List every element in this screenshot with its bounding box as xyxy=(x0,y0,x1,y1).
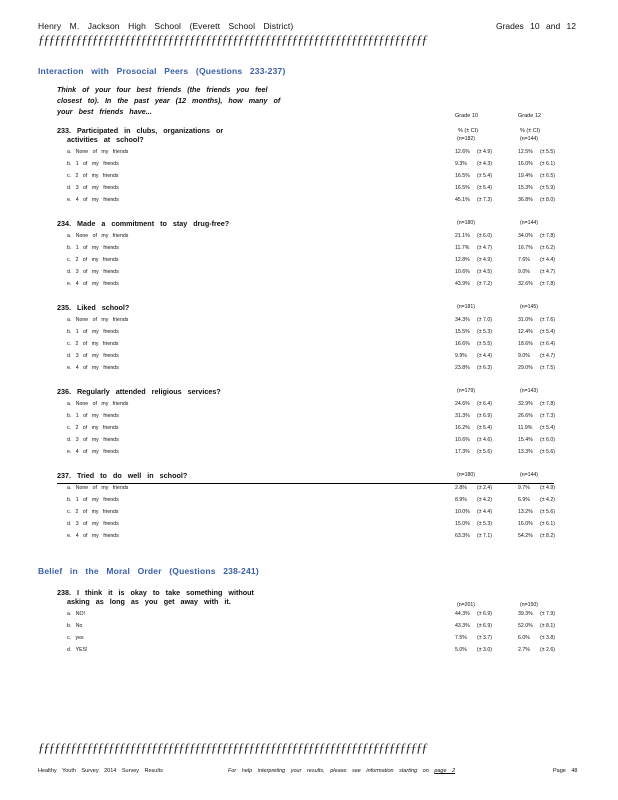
pct-grade10: 31.3% xyxy=(455,413,470,419)
ci-grade12: (± 7.5) xyxy=(540,365,555,371)
ci-grade12: (± 7.8) xyxy=(540,401,555,407)
grades-header: Grades 10 and 12 xyxy=(495,21,576,31)
ci-grade10: (± 5.5) xyxy=(477,341,492,347)
n-count-grade12: (n=143) xyxy=(520,388,539,394)
answer-label: b. 1 of my friends xyxy=(67,245,119,251)
ci-grade12: (± 7.8) xyxy=(540,233,555,239)
pct-grade12: 29.0% xyxy=(518,365,533,371)
pct-grade10: 43.3% xyxy=(455,623,470,629)
ci-grade12: (± 6.1) xyxy=(540,521,555,527)
pct-grade10: 17.3% xyxy=(455,449,470,455)
ci-grade10: (± 3.7) xyxy=(477,635,492,641)
answer-row xyxy=(57,183,557,195)
answer-label: b. 1 of my friends xyxy=(67,413,119,419)
answer-row xyxy=(57,633,557,645)
ci-grade10: (± 7.3) xyxy=(477,197,492,203)
answer-row xyxy=(57,279,557,291)
ci-grade12: (± 6.4) xyxy=(540,341,555,347)
answer-label: a. None of my friends xyxy=(67,149,129,155)
ci-grade12: (± 4.4) xyxy=(540,257,555,263)
question-title: 237. Tried to do well in school? xyxy=(57,471,188,480)
pct-grade12: 31.0% xyxy=(518,317,533,323)
ci-grade10: (± 6.4) xyxy=(477,401,492,407)
answer-row xyxy=(57,171,557,183)
answer-label: a. None of my friends xyxy=(67,317,129,323)
ci-grade10: (± 5.6) xyxy=(477,449,492,455)
answer-row xyxy=(57,609,557,621)
pct-grade12: 52.0% xyxy=(518,623,533,629)
answer-row xyxy=(57,231,557,243)
answer-label: e. 4 of my friends xyxy=(67,281,119,287)
answer-label: e. 4 of my friends xyxy=(67,365,119,371)
ci-grade10: (± 4.7) xyxy=(477,245,492,251)
pct-grade10: 23.8% xyxy=(455,365,470,371)
ci-grade12: (± 8.2) xyxy=(540,533,555,539)
pct-grade12: 39.3% xyxy=(518,611,533,617)
answer-row xyxy=(57,447,557,459)
pct-grade10: 9.9% xyxy=(455,353,467,359)
grade10-header: Grade 10 xyxy=(455,113,478,119)
answer-row xyxy=(57,339,557,351)
pct-grade12: 2.7% xyxy=(518,647,530,653)
footer-help-text: For help interpreting your results, please see information starting on xyxy=(228,768,429,774)
question-title: 238. I think it is okay to take something without xyxy=(57,588,254,597)
ci-grade10: (± 4.6) xyxy=(477,437,492,443)
answer-label: d. 3 of my friends xyxy=(67,353,119,359)
ci-grade12: (± 4.7) xyxy=(540,269,555,275)
pct-grade12: 13.2% xyxy=(518,509,533,515)
ci-grade10: (± 6.9) xyxy=(477,623,492,629)
section-title-prosocial: Interaction with Prosocial Peers (Questions 233-237) xyxy=(38,66,286,76)
top-divider: ƒƒƒƒƒƒƒƒƒƒƒƒƒƒƒƒƒƒƒƒƒƒƒƒƒƒƒƒƒƒƒƒƒƒƒƒƒƒƒƒƒƒƒƒƒƒƒƒƒƒƒƒƒƒƒƒƒƒƒƒƒƒƒƒƒƒƒƒƒƒƒƒ xyxy=(38,32,427,47)
n-count-grade10: (n=201) xyxy=(457,602,476,608)
pct-grade10: 7.5% xyxy=(455,635,467,641)
pct-grade10: 24.6% xyxy=(455,401,470,407)
ci-grade12: (± 5.5) xyxy=(540,149,555,155)
pct-grade10: 12.6% xyxy=(455,149,470,155)
answer-label: e. 4 of my friends xyxy=(67,449,119,455)
pct-grade12: 9.7% xyxy=(518,485,530,491)
ci-grade10: (± 7.0) xyxy=(477,317,492,323)
ci-grade10: (± 7.2) xyxy=(477,281,492,287)
pct-grade12: 32.6% xyxy=(518,281,533,287)
ci-grade12: (± 7.9) xyxy=(540,611,555,617)
ci-grade10: (± 4.3) xyxy=(477,161,492,167)
n-count-grade10: (n=182) xyxy=(457,136,476,142)
n-count-grade12: (n=144) xyxy=(520,220,539,226)
n-count-grade10: (n=180) xyxy=(457,472,476,478)
pct-ci-header-12: % (± CI) xyxy=(520,128,541,134)
ci-grade10: (± 5.4) xyxy=(477,425,492,431)
answer-row xyxy=(57,507,557,519)
ci-grade10: (± 4.9) xyxy=(477,149,492,155)
pct-grade12: 9.0% xyxy=(518,353,530,359)
question-divider xyxy=(57,483,554,484)
answer-row xyxy=(57,159,557,171)
ci-grade10: (± 4.5) xyxy=(477,269,492,275)
n-count-grade10: (n=179) xyxy=(457,388,476,394)
ci-grade10: (± 2.4) xyxy=(477,485,492,491)
answer-row xyxy=(57,327,557,339)
ci-grade10: (± 4.4) xyxy=(477,353,492,359)
pct-grade10: 15.5% xyxy=(455,329,470,335)
answer-label: a. None of my friends xyxy=(67,401,129,407)
n-count-grade12: (n=145) xyxy=(520,304,539,310)
ci-grade10: (± 4.2) xyxy=(477,497,492,503)
pct-grade12: 9.0% xyxy=(518,269,530,275)
footer-survey-name: Healthy Youth Survey 2014 Survey Results xyxy=(38,768,163,774)
pct-grade10: 10.6% xyxy=(455,269,470,275)
answer-label: b. 1 of my friends xyxy=(67,329,119,335)
answer-row xyxy=(57,255,557,267)
answer-row xyxy=(57,495,557,507)
pct-grade12: 12.5% xyxy=(518,149,533,155)
n-count-grade12: (n=144) xyxy=(520,136,539,142)
ci-grade12: (± 8.1) xyxy=(540,623,555,629)
answer-row xyxy=(57,645,557,657)
answer-label: d. YES! xyxy=(67,647,88,653)
answer-label: d. 3 of my friends xyxy=(67,521,119,527)
answer-row xyxy=(57,621,557,633)
pct-grade12: 18.6% xyxy=(518,341,533,347)
pct-grade12: 15.4% xyxy=(518,437,533,443)
question-title: 234. Made a commitment to stay drug-free? xyxy=(57,219,230,228)
question-block xyxy=(57,387,557,455)
pct-grade10: 16.5% xyxy=(455,185,470,191)
grade12-header: Grade 12 xyxy=(518,113,541,119)
answer-label: c. 2 of my friends xyxy=(67,425,119,431)
answer-row xyxy=(57,351,557,363)
footer-help xyxy=(228,768,455,774)
pct-grade12: 34.0% xyxy=(518,233,533,239)
ci-grade12: (± 6.2) xyxy=(540,245,555,251)
answer-row xyxy=(57,267,557,279)
answer-label: a. None of my friends xyxy=(67,233,129,239)
ci-grade12: (± 5.9) xyxy=(540,185,555,191)
question-block xyxy=(57,588,557,653)
pct-grade12: 32.9% xyxy=(518,401,533,407)
pct-grade12: 12.4% xyxy=(518,329,533,335)
pct-grade10: 16.6% xyxy=(455,341,470,347)
pct-grade12: 16.0% xyxy=(518,521,533,527)
answer-row xyxy=(57,531,557,543)
pct-grade12: 26.6% xyxy=(518,413,533,419)
answer-label: d. 3 of my friends xyxy=(67,185,119,191)
ci-grade10: (± 5.4) xyxy=(477,185,492,191)
answer-label: c. 2 of my friends xyxy=(67,257,119,263)
page-link[interactable]: page 2 xyxy=(434,768,456,774)
answer-row xyxy=(57,195,557,207)
answer-label: b. 1 of my friends xyxy=(67,497,119,503)
answer-label: e. 4 of my friends xyxy=(67,197,119,203)
answer-label: b. No xyxy=(67,623,83,629)
ci-grade10: (± 6.9) xyxy=(477,413,492,419)
question-block xyxy=(57,219,557,287)
pct-grade10: 21.1% xyxy=(455,233,470,239)
intro-text: Think of your four best friends (the friends you feel closest to). In the past year (12 months), how many of your best friends have... xyxy=(57,85,281,116)
ci-grade10: (± 4.4) xyxy=(477,509,492,515)
ci-grade12: (± 7.8) xyxy=(540,281,555,287)
section-title-moral: Belief in the Moral Order (Questions 238-241) xyxy=(38,566,259,576)
ci-grade10: (± 5.3) xyxy=(477,521,492,527)
pct-grade10: 63.3% xyxy=(455,533,470,539)
footer xyxy=(38,768,578,774)
pct-grade12: 15.3% xyxy=(518,185,533,191)
ci-grade10: (± 4.9) xyxy=(477,257,492,263)
answer-row xyxy=(57,363,557,375)
pct-grade10: 5.0% xyxy=(455,647,467,653)
pct-grade12: 7.6% xyxy=(518,257,530,263)
answer-row xyxy=(57,147,557,159)
answer-label: e. 4 of my friends xyxy=(67,533,119,539)
answer-row xyxy=(57,243,557,255)
ci-grade10: (± 3.0) xyxy=(477,647,492,653)
ci-grade12: (± 4.7) xyxy=(540,353,555,359)
answer-label: c. yes xyxy=(67,635,84,641)
pct-grade10: 16.2% xyxy=(455,425,470,431)
pct-grade10: 10.6% xyxy=(455,437,470,443)
question-title: 235. Liked school? xyxy=(57,303,130,312)
ci-grade12: (± 6.1) xyxy=(540,161,555,167)
pct-grade12: 6.9% xyxy=(518,497,530,503)
question-title-cont: asking as long as you get away with it. xyxy=(67,597,231,606)
question-title: 236. Regularly attended religious services? xyxy=(57,387,221,396)
question-block xyxy=(57,303,557,371)
pct-grade12: 13.3% xyxy=(518,449,533,455)
answer-label: b. 1 of my friends xyxy=(67,161,119,167)
answer-label: a. NO! xyxy=(67,611,85,617)
answer-label: a. None of my friends xyxy=(67,485,129,491)
ci-grade12: (± 8.0) xyxy=(540,197,555,203)
pct-grade10: 2.8% xyxy=(455,485,467,491)
answer-label: d. 3 of my friends xyxy=(67,437,119,443)
pct-grade12: 16.0% xyxy=(518,161,533,167)
pct-grade10: 10.0% xyxy=(455,509,470,515)
ci-grade10: (± 6.0) xyxy=(477,233,492,239)
ci-grade10: (± 5.3) xyxy=(477,329,492,335)
school-header: Henry M. Jackson High School (Everett School District) xyxy=(38,21,294,31)
question-title: 233. Participated in clubs, organizations or xyxy=(57,126,224,135)
pct-grade10: 8.9% xyxy=(455,497,467,503)
pct-grade10: 45.1% xyxy=(455,197,470,203)
ci-grade10: (± 7.1) xyxy=(477,533,492,539)
ci-grade10: (± 5.4) xyxy=(477,173,492,179)
answer-label: d. 3 of my friends xyxy=(67,269,119,275)
page-number: Page 48 xyxy=(553,768,578,774)
pct-grade10: 34.3% xyxy=(455,317,470,323)
answer-row xyxy=(57,483,557,495)
ci-grade12: (± 7.6) xyxy=(540,317,555,323)
pct-grade10: 16.5% xyxy=(455,173,470,179)
pct-grade10: 11.7% xyxy=(455,245,470,251)
pct-grade12: 6.0% xyxy=(518,635,530,641)
pct-grade12: 16.7% xyxy=(518,245,533,251)
answer-row xyxy=(57,435,557,447)
pct-grade10: 43.9% xyxy=(455,281,470,287)
pct-grade12: 19.4% xyxy=(518,173,533,179)
pct-grade10: 15.0% xyxy=(455,521,470,527)
n-count-grade12: (n=150) xyxy=(520,602,539,608)
pct-grade12: 11.9% xyxy=(518,425,533,431)
answer-label: c. 2 of my friends xyxy=(67,509,119,515)
answer-label: c. 2 of my friends xyxy=(67,341,119,347)
question-block xyxy=(57,126,557,203)
answer-row xyxy=(57,519,557,531)
ci-grade12: (± 5.4) xyxy=(540,425,555,431)
ci-grade12: (± 5.4) xyxy=(540,329,555,335)
ci-grade12: (± 5.6) xyxy=(540,509,555,515)
ci-grade12: (± 5.6) xyxy=(540,449,555,455)
answer-row xyxy=(57,315,557,327)
pct-grade10: 9.3% xyxy=(455,161,467,167)
answer-row xyxy=(57,399,557,411)
pct-grade12: 54.2% xyxy=(518,533,533,539)
answer-label: c. 2 of my friends xyxy=(67,173,119,179)
ci-grade12: (± 4.2) xyxy=(540,497,555,503)
answer-row xyxy=(57,423,557,435)
pct-ci-header-10: % (± CI) xyxy=(458,128,479,134)
question-title-cont: activities at school? xyxy=(67,135,144,144)
ci-grade10: (± 6.3) xyxy=(477,365,492,371)
bottom-divider: ƒƒƒƒƒƒƒƒƒƒƒƒƒƒƒƒƒƒƒƒƒƒƒƒƒƒƒƒƒƒƒƒƒƒƒƒƒƒƒƒƒƒƒƒƒƒƒƒƒƒƒƒƒƒƒƒƒƒƒƒƒƒƒƒƒƒƒƒƒƒƒƒ xyxy=(38,740,427,755)
ci-grade12: (± 2.6) xyxy=(540,647,555,653)
ci-grade12: (± 6.5) xyxy=(540,173,555,179)
ci-grade12: (± 3.8) xyxy=(540,635,555,641)
answer-row xyxy=(57,411,557,423)
pct-grade10: 44.3% xyxy=(455,611,470,617)
ci-grade12: (± 6.0) xyxy=(540,437,555,443)
n-count-grade12: (n=144) xyxy=(520,472,539,478)
ci-grade12: (± 4.9) xyxy=(540,485,555,491)
n-count-grade10: (n=180) xyxy=(457,220,476,226)
n-count-grade10: (n=181) xyxy=(457,304,476,310)
question-block xyxy=(57,471,557,539)
pct-grade10: 12.8% xyxy=(455,257,470,263)
ci-grade12: (± 7.3) xyxy=(540,413,555,419)
pct-grade12: 36.8% xyxy=(518,197,533,203)
ci-grade10: (± 6.9) xyxy=(477,611,492,617)
